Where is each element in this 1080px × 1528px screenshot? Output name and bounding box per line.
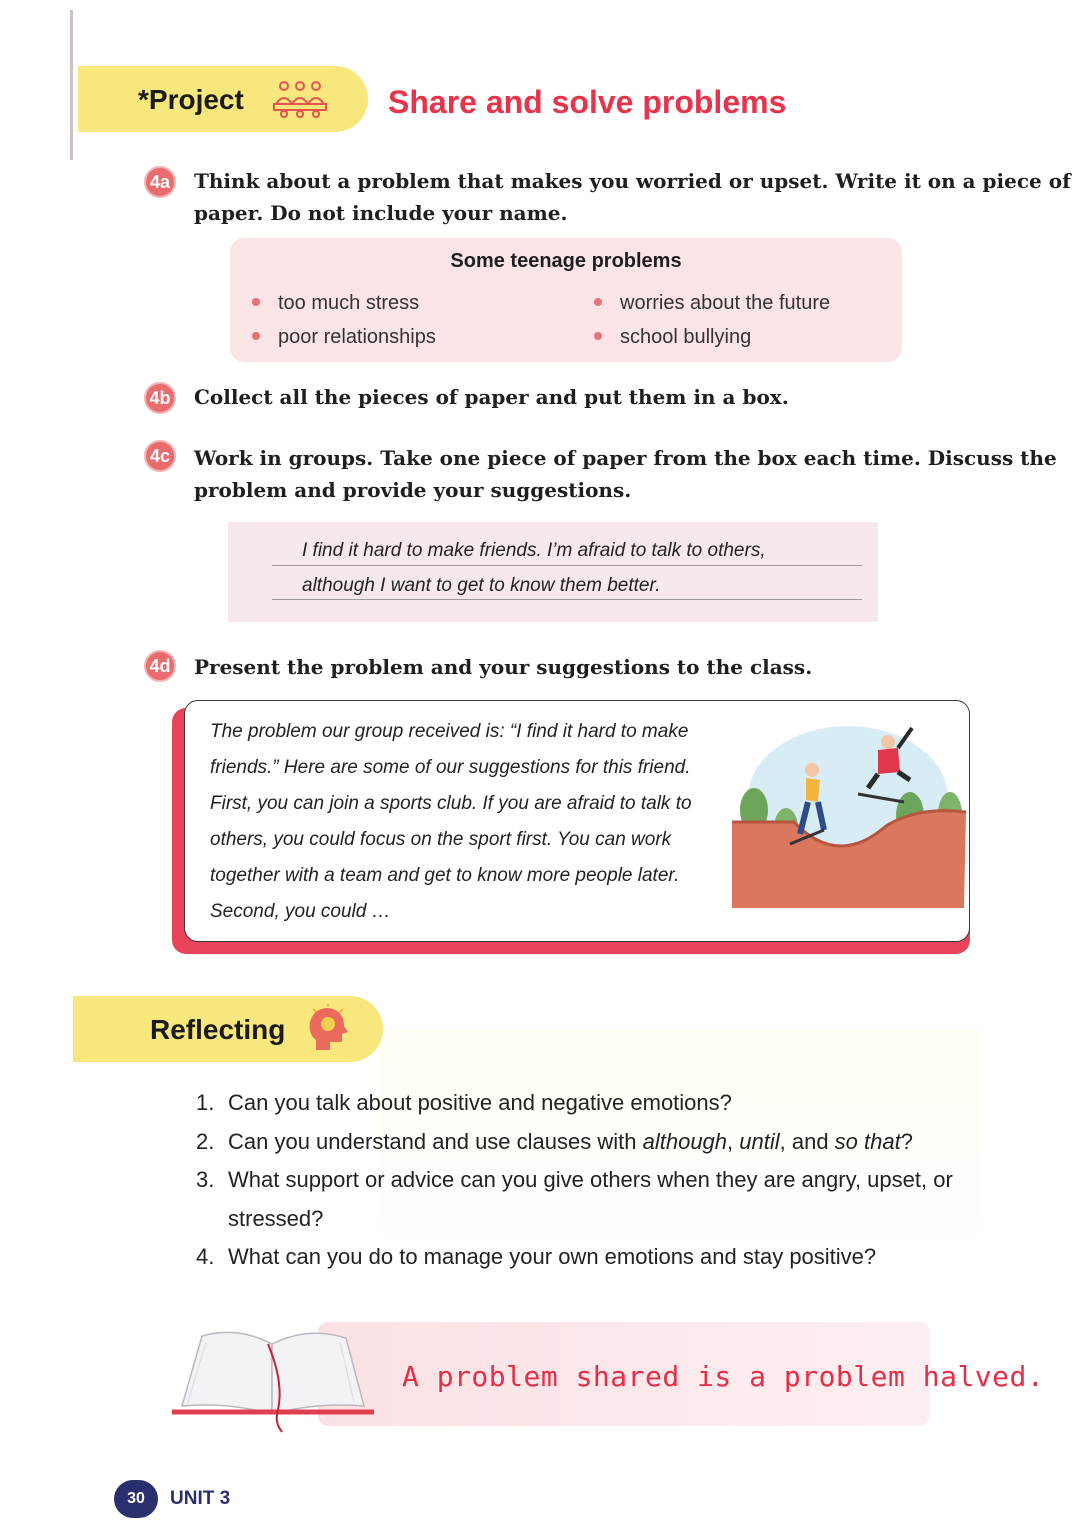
question-item: 4. What can you do to manage your own emotions and stay positive? bbox=[196, 1244, 877, 1269]
note-line-2: although I want to get to know them better. bbox=[302, 575, 661, 596]
bullet-dot bbox=[252, 298, 260, 306]
problem-item: too much stress bbox=[252, 292, 419, 315]
margin-rule bbox=[70, 10, 73, 160]
skateboarders-illustration bbox=[728, 718, 968, 914]
step-badge-4b: 4b bbox=[144, 382, 176, 414]
proverb-text: A problem shared is a problem halved. bbox=[402, 1360, 1045, 1393]
step-badge-4c: 4c bbox=[144, 440, 176, 472]
question-item: 1. Can you talk about positive and negative emotions? bbox=[196, 1090, 732, 1115]
step-4a-line1: Think about a problem that makes you worried or upset. Write it on a piece of bbox=[194, 169, 1071, 193]
step-4c-line2: problem and provide your suggestions. bbox=[194, 478, 632, 502]
problem-item: school bullying bbox=[594, 326, 751, 349]
problem-item: poor relationships bbox=[252, 326, 436, 349]
project-title: Share and solve problems bbox=[388, 84, 787, 120]
sample-presentation-text: The problem our group received is: “I find it hard to make friends.” Here are some of our suggestions for this friend. First, you can join a sports club. If you are afraid to talk to others, you could focus on the sport first. You can work together with a team and get to know more people later. Second, you could … bbox=[210, 721, 692, 922]
note-line-1: I find it hard to make friends. I’m afraid to talk to others, bbox=[302, 540, 766, 561]
note-rule bbox=[272, 565, 862, 566]
problems-title: Some teenage problems bbox=[450, 250, 682, 272]
step-badge-4a: 4a bbox=[144, 166, 176, 198]
project-label: *Project bbox=[138, 84, 244, 115]
bullet-dot bbox=[594, 332, 602, 340]
unit-label: UNIT 3 bbox=[170, 1488, 231, 1509]
group-people-icon bbox=[270, 78, 332, 122]
step-badge-4d: 4d bbox=[144, 650, 176, 682]
step-4a-line2: paper. Do not include your name. bbox=[194, 201, 568, 225]
open-book-icon bbox=[168, 1322, 378, 1434]
reflecting-label: Reflecting bbox=[150, 1014, 286, 1045]
bullet-dot bbox=[252, 332, 260, 340]
question-item: 3. What support or advice can you give others when they are angry, upset, or stressed? bbox=[196, 1167, 953, 1231]
question-item: 2. Can you understand and use clauses with although, until, and so that? bbox=[196, 1128, 913, 1154]
reflecting-questions bbox=[196, 1084, 996, 1277]
step-4d-text: Present the problem and your suggestions to the class. bbox=[194, 655, 813, 679]
head-lightbulb-icon bbox=[306, 1004, 350, 1054]
note-rule bbox=[272, 599, 862, 600]
page-number: 30 bbox=[114, 1480, 158, 1518]
step-4c-line1: Work in groups. Take one piece of paper from the box each time. Discuss the bbox=[194, 446, 1057, 470]
step-4b-text: Collect all the pieces of paper and put them in a box. bbox=[194, 385, 789, 409]
bullet-dot bbox=[594, 298, 602, 306]
problem-item: worries about the future bbox=[594, 292, 830, 315]
example-note-box bbox=[228, 522, 878, 622]
